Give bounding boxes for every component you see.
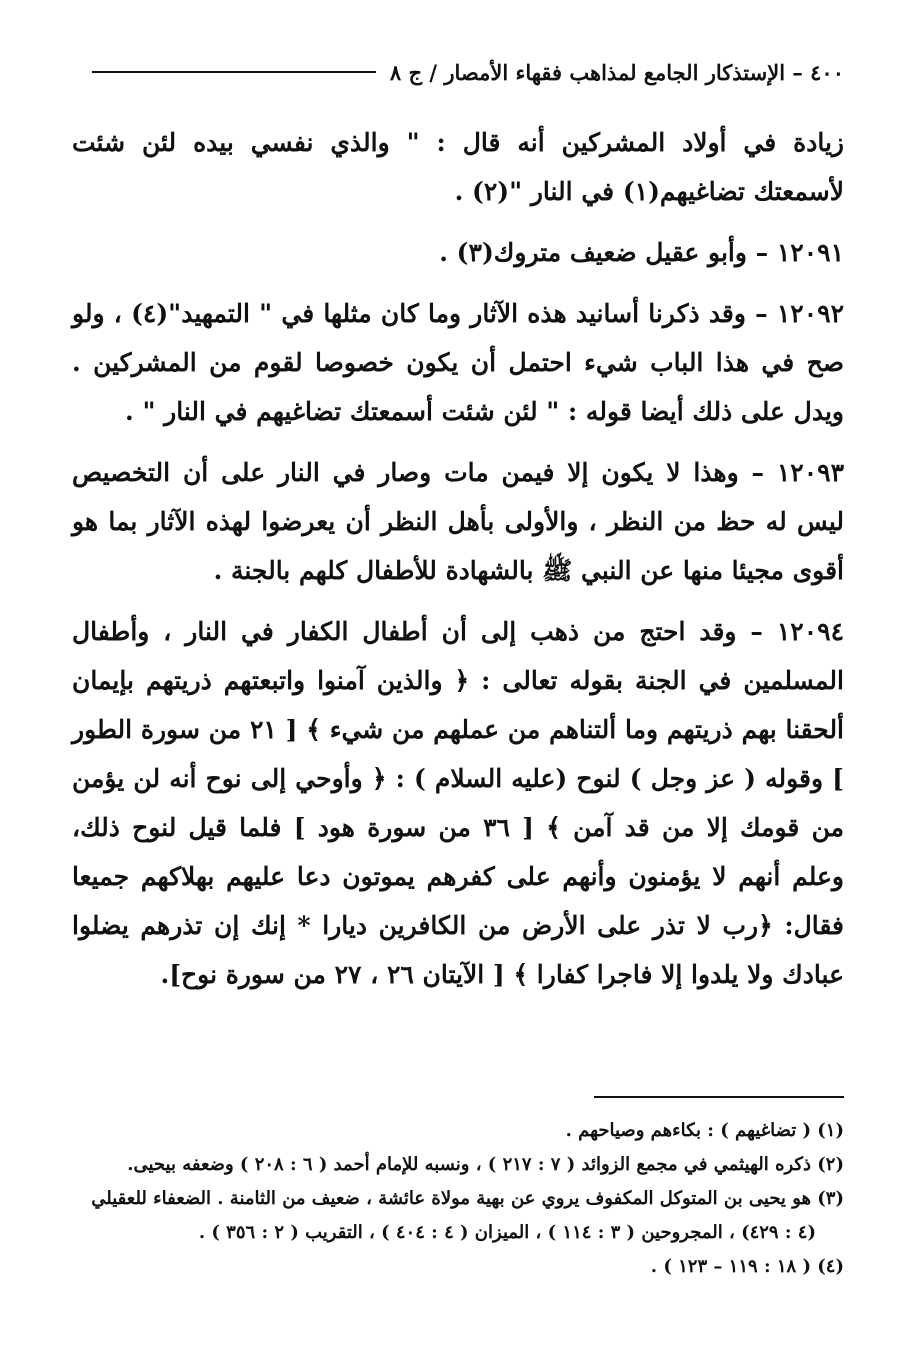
- main-text: [72, 118, 844, 1011]
- header-rule: [92, 71, 376, 73]
- paragraph-1: زيادة في أولاد المشركين أنه قال : " والذي نفسي بيده لئن شئت لأسمعتك تضاغيهم(١) في النار "(٢) .: [72, 128, 844, 206]
- footnote-3: (٣) هو يحيى بن المتوكل المكفوف يروي عن بهية مولاة عائشة ، ضعيف من الثامنة . الضعفاء للعقيلي: [91, 1188, 844, 1209]
- book-page: [72, 0, 844, 1371]
- running-header: [72, 52, 844, 92]
- header-title: ٤٠٠ – الإستذكار الجامع لمذاهب فقهاء الأمصار / ج ٨: [389, 59, 844, 85]
- paragraph-12093: ١٢٠٩٣ – وهذا لا يكون إلا فيمن مات وصار في النار على أن التخصيص ليس له حظ من النظر ، والأولى بأهل النظر أن يعرضوا لهذه الآثار بما هو أقوى مجيئا منها عن النبي ﷺ بالشهادة للأطفال كلهم بالجنة .: [72, 458, 844, 585]
- paragraph-12094: ١٢٠٩٤ – وقد احتج من ذهب إلى أن أطفال الكفار في النار ، وأطفال المسلمين في الجنة بقوله تعالى : ﴿ والذين آمنوا واتبعتهم ذريتهم بإيمان ألحقنا بهم ذريتهم وما ألتناهم من عملهم من شيء ﴾ [ ٢١ من سورة الطور ] وقوله ( عز وجل ) لنوح (عليه السلام ) : ﴿ وأوحي إلى نوح أنه لن يؤمن من قومك إلا من قد آمن ﴾ [ ٣٦ من سورة هود ] فلما قيل لنوح ذلك، وعلم أنهم لا يؤمنون وأنهم على كفرهم يموتون دعا عليهم بهلاكهم جميعا فقال: ﴿رب لا تذر على الأرض من الكافرين ديارا * إنك إن تذرهم يضلوا عبادك ولا يلدوا إلا فاجرا كفارا ﴾ [ الآيتان ٢٦ ، ٢٧ من سورة نوح].: [72, 617, 845, 989]
- footnotes: [72, 1114, 844, 1284]
- footnote-2: (٢) ذكره الهيثمي في مجمع الزوائد ( ٧ : ٢١٧ ) ، ونسبه للإمام أحمد ( ٦ : ٢٠٨ ) وضعفه بيحيى.: [127, 1154, 844, 1175]
- footnote-1: (١) ( تضاغيهم ) : بكاءهم وصياحهم .: [565, 1120, 844, 1141]
- paragraph-12091: ١٢٠٩١ – وأبو عقيل ضعيف متروك(٣) .: [439, 238, 844, 267]
- footnote-4: (٤) ( ١٨ : ١١٩ – ١٢٣ ) .: [650, 1256, 844, 1277]
- footnote-divider: [594, 1096, 844, 1098]
- footnote-3-continued: (٤ : ٤٢٩) ، المجروحين ( ٣ : ١١٤ ) ، الميزان ( ٤ : ٤٠٤ ) ، التقريب ( ٢ : ٣٥٦ ) .: [198, 1222, 816, 1243]
- paragraph-12092: ١٢٠٩٢ – وقد ذكرنا أسانيد هذه الآثار وما كان مثلها في " التمهيد"(٤) ، ولو صح في هذا الباب شيء احتمل أن يكون خصوصا لقوم من المشركين . ويدل على ذلك أيضا قوله : " لئن شئت أسمعتك تضاغيهم في النار " .: [72, 299, 844, 426]
